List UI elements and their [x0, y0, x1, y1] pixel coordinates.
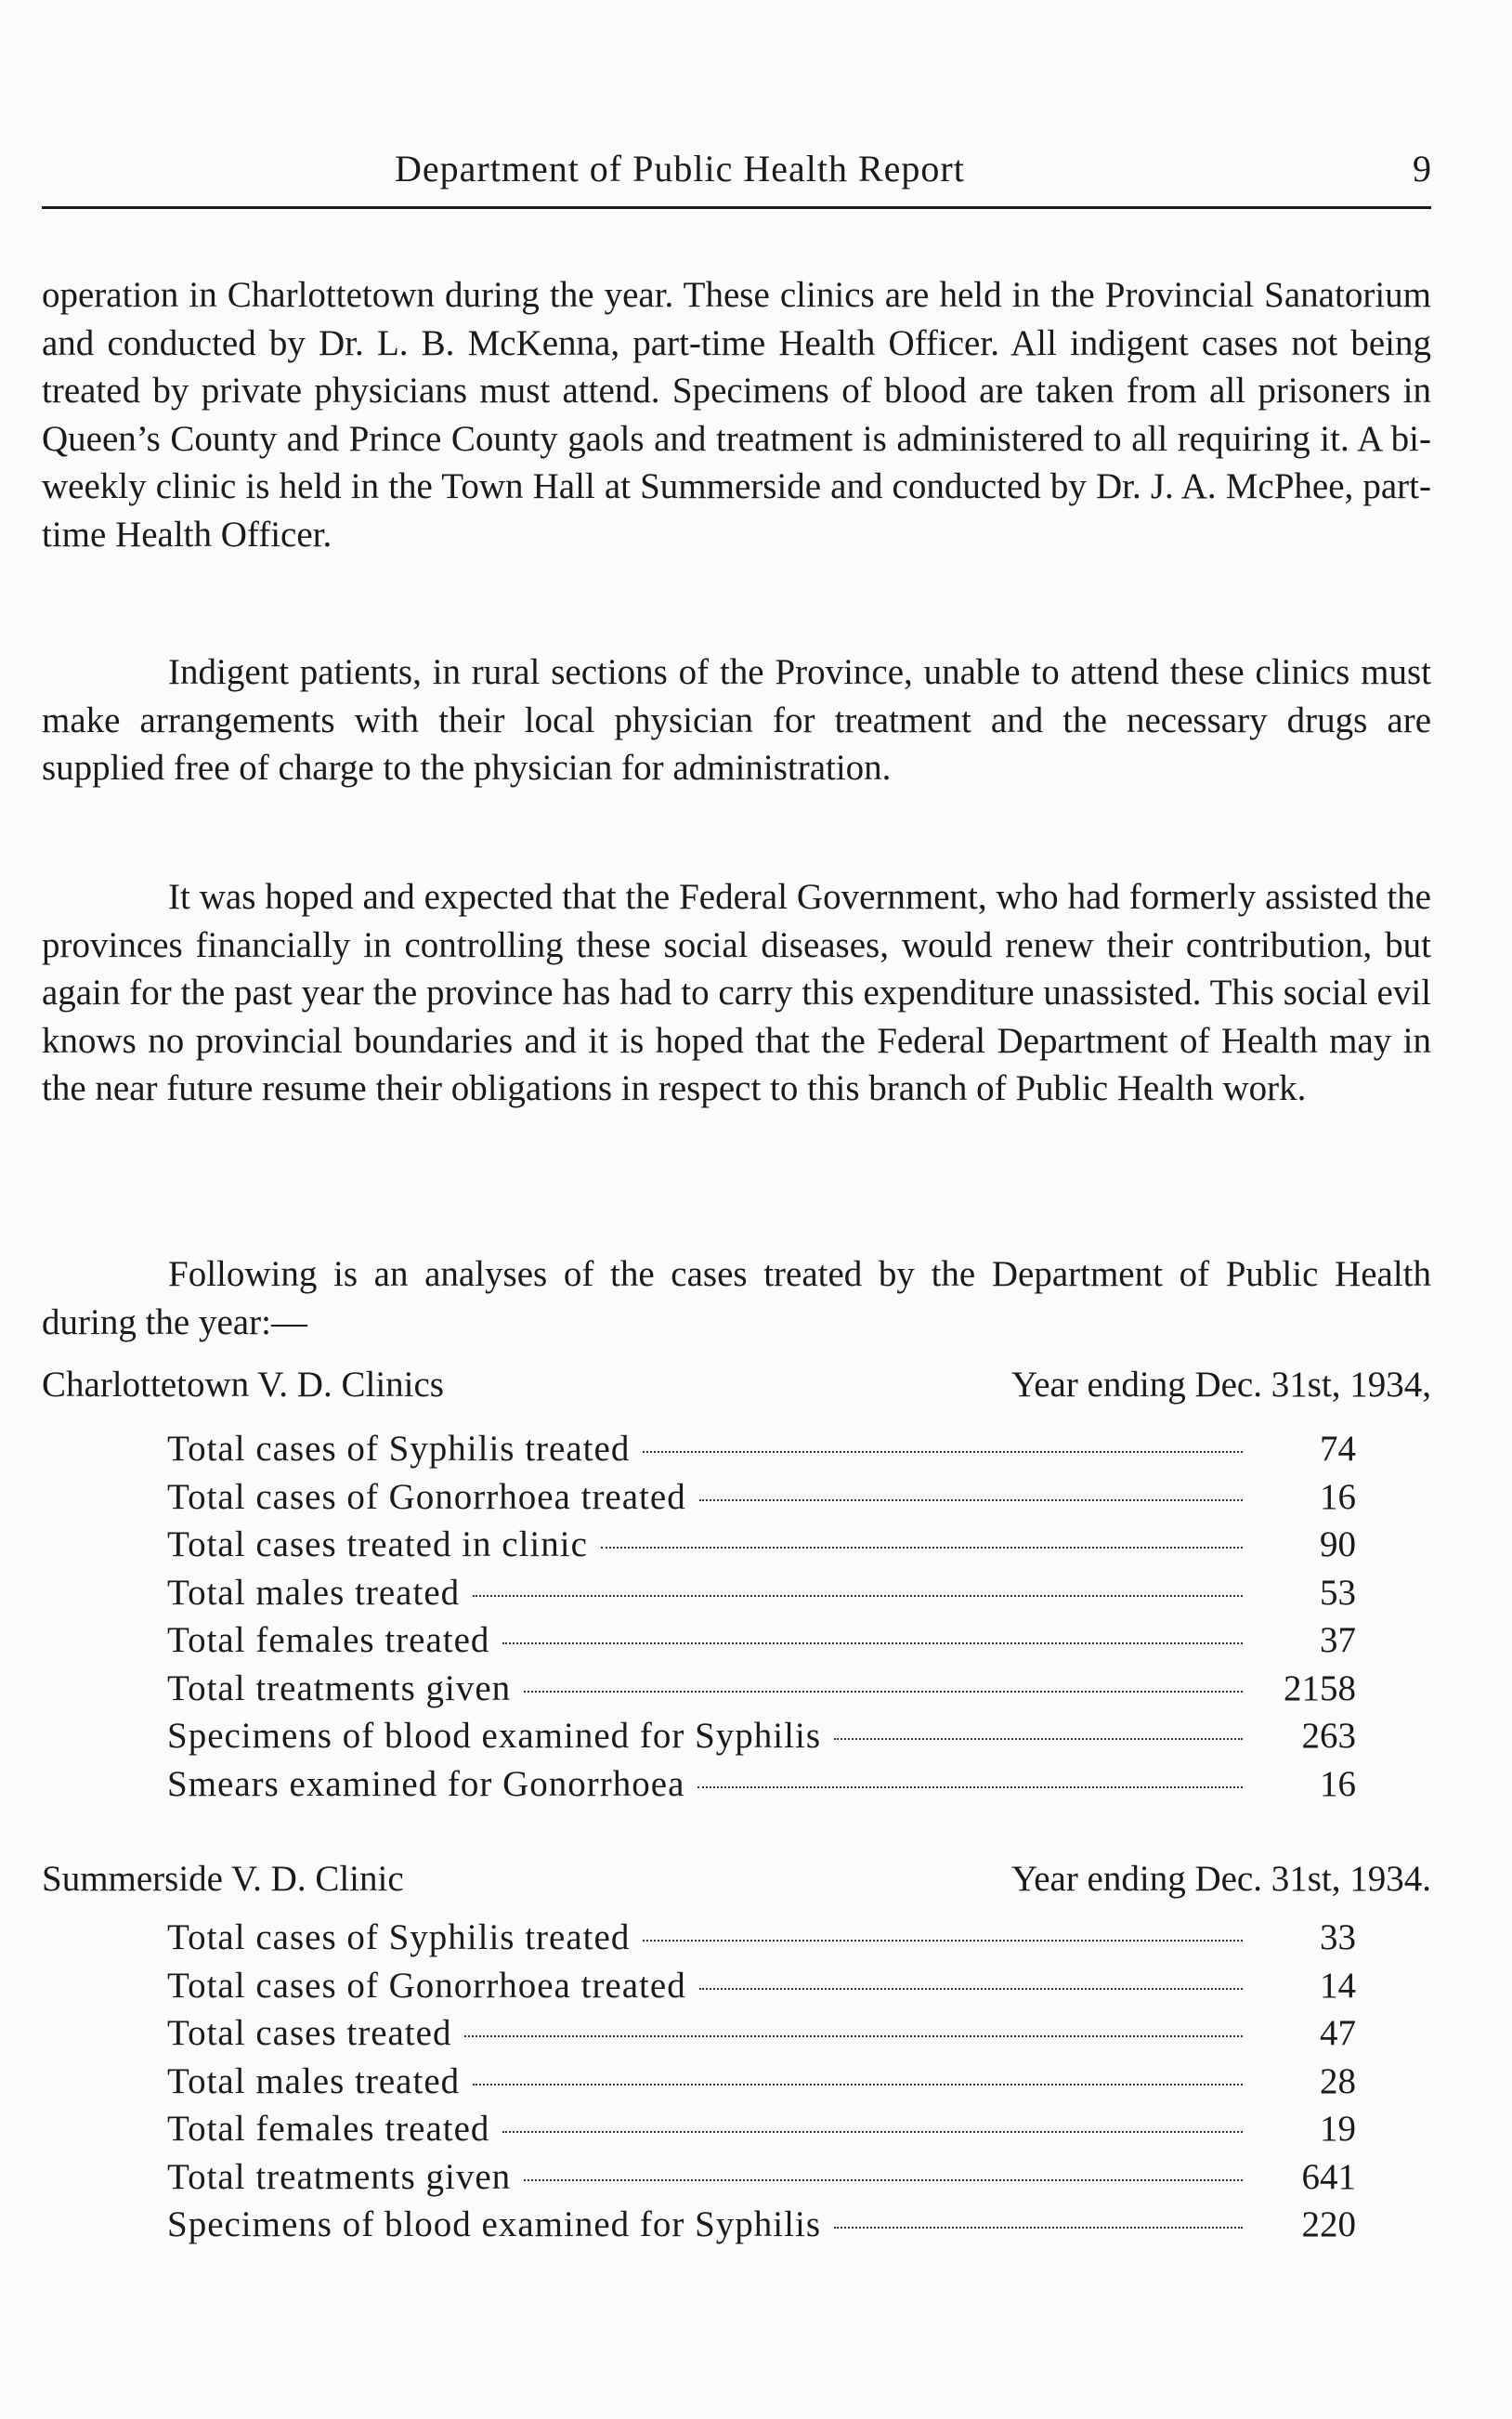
- stat-label: Total females treated: [167, 2109, 490, 2149]
- stats-list-charlottetown: [167, 1428, 1356, 1811]
- stat-row: [167, 2203, 1356, 2252]
- stat-row: [167, 2012, 1356, 2060]
- dot-leader: [834, 2227, 1243, 2229]
- stat-label: Total treatments given: [167, 1667, 512, 1708]
- section-name: Summerside V. D. Clinic: [42, 1859, 404, 1899]
- section-heading-charlottetown: [42, 1364, 1431, 1410]
- stat-row: [167, 1763, 1356, 1811]
- stat-value: 14: [1320, 1965, 1356, 2006]
- stat-label: Total cases of Gonorrhoea treated: [167, 1965, 686, 2006]
- dot-leader: [464, 2035, 1243, 2037]
- stat-value: 16: [1320, 1763, 1356, 1804]
- section-year: Year ending Dec. 31st, 1934,: [1010, 1365, 1431, 1405]
- stat-value: 33: [1320, 1917, 1356, 1957]
- stat-row: [167, 2156, 1356, 2204]
- stat-label: Total treatments given: [167, 2156, 512, 2197]
- stat-row: [167, 1428, 1356, 1476]
- stat-label: Total cases of Gonorrhoea treated: [167, 1476, 686, 1517]
- page-number: 9: [1413, 148, 1431, 190]
- stat-value: 53: [1320, 1572, 1356, 1613]
- dot-leader: [643, 1940, 1243, 1942]
- stat-value: 28: [1320, 2060, 1356, 2101]
- stat-label: Specimens of blood examined for Syphilis: [167, 1716, 821, 1756]
- dot-leader: [601, 1547, 1243, 1549]
- section-name: Charlottetown V. D. Clinics: [42, 1365, 444, 1405]
- stat-row: [167, 1916, 1356, 1965]
- stat-label: Specimens of blood examined for Syphilis: [167, 2204, 821, 2244]
- stat-label: Total cases treated in clinic: [167, 1524, 588, 1564]
- running-header: [42, 139, 1431, 209]
- stat-label: Total cases of Syphilis treated: [167, 1917, 631, 1957]
- stat-value: 19: [1320, 2109, 1356, 2149]
- stat-label: Total males treated: [167, 2060, 461, 2101]
- dot-leader: [502, 2131, 1243, 2133]
- dot-leader: [473, 2084, 1243, 2086]
- stat-value: 220: [1301, 2204, 1356, 2244]
- section-heading-summerside: [42, 1858, 1431, 1904]
- stat-row: [167, 1523, 1356, 1572]
- dot-leader: [524, 1691, 1243, 1693]
- body-paragraph: It was hoped and expected that the Federal Government, who had formerly assisted the provinces financially in controlling these social diseases, would renew their contribution, but again for the past year the province has had to carry this expenditure unassisted. This social evil knows no provincial boundaries and it is hoped that the Federal Department of Health may in the near future resume their obligations in respect to this branch of Public Health work.: [42, 877, 1431, 1109]
- stat-label: Total males treated: [167, 1572, 461, 1613]
- stat-value: 37: [1320, 1620, 1356, 1660]
- dot-leader: [834, 1738, 1243, 1740]
- body-paragraph: Following is an analyses of the cases treated by the Department of Public Health during the year:—: [42, 1254, 1431, 1342]
- stat-value: 74: [1320, 1429, 1356, 1469]
- dot-leader: [643, 1451, 1243, 1453]
- stats-list-summerside: [167, 1916, 1356, 2252]
- dot-leader: [524, 2179, 1243, 2181]
- document-page: [42, 0, 1431, 2419]
- stat-row: [167, 1619, 1356, 1667]
- stat-row: [167, 1572, 1356, 1620]
- stat-row: [167, 1476, 1356, 1524]
- stat-label: Total cases treated: [167, 2013, 452, 2053]
- stat-row: [167, 1667, 1356, 1716]
- stat-row: [167, 1965, 1356, 2013]
- body-paragraph: Indigent patients, in rural sections of the Province, unable to attend these clinics must make arrangements with their local physician for treatment and the necessary drugs are supplied free of charge to the physician for administration.: [42, 652, 1431, 789]
- dot-leader: [473, 1595, 1243, 1597]
- dot-leader: [502, 1642, 1243, 1644]
- stat-row: [167, 1715, 1356, 1763]
- header-title: Department of Public Health Report: [395, 148, 965, 190]
- stat-value: 16: [1320, 1476, 1356, 1517]
- stat-value: 90: [1320, 1524, 1356, 1564]
- stat-label: Total females treated: [167, 1620, 490, 1660]
- section-year: Year ending Dec. 31st, 1934.: [1010, 1859, 1431, 1899]
- stat-label: Total cases of Syphilis treated: [167, 1429, 631, 1469]
- body-paragraph: operation in Charlottetown during the year. These clinics are held in the Provincial Sanatorium and conducted by Dr. L. B. McKenna, part-time Health Officer. All indigent cases not being treated by private physicians must attend. Specimens of blood are taken from all prisoners in Queen’s County and Prince County gaols and treatment is administered to all requiring it. A bi-weekly clinic is held in the Town Hall at Summerside and conducted by Dr. J. A. McPhee, part-time Health Officer.: [42, 275, 1431, 555]
- stat-value: 2158: [1284, 1667, 1356, 1708]
- stat-row: [167, 2060, 1356, 2109]
- stat-value: 47: [1320, 2013, 1356, 2053]
- stat-value: 263: [1301, 1716, 1356, 1756]
- dot-leader: [699, 1988, 1243, 1990]
- stat-value: 641: [1301, 2156, 1356, 2197]
- stat-row: [167, 2108, 1356, 2156]
- dot-leader: [699, 1499, 1243, 1501]
- stat-label: Smears examined for Gonorrhoea: [167, 1763, 685, 1804]
- dot-leader: [697, 1786, 1243, 1788]
